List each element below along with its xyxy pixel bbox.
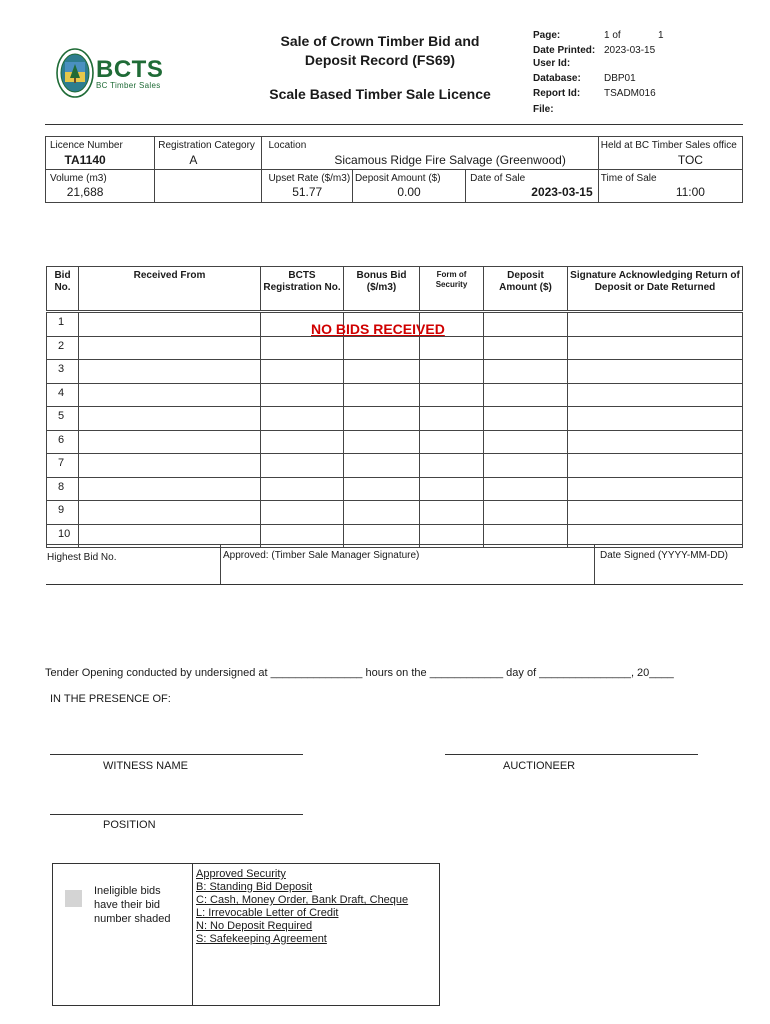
form-title-line2: Deposit Record (FS69) — [304, 52, 456, 68]
signature-header-line2: Deposit or Date Returned — [594, 282, 716, 293]
bcts-registration-cell[interactable] — [261, 407, 344, 431]
form-of-security-cell[interactable] — [420, 360, 484, 384]
deposit-amount-cell[interactable] — [484, 313, 568, 337]
bid-number-cell — [47, 454, 79, 478]
report-id-label: Report Id: — [533, 88, 581, 99]
received-from-cell[interactable] — [79, 407, 261, 431]
held-at-label: Held at BC Timber Sales office — [600, 140, 737, 151]
signature-cell[interactable] — [568, 313, 743, 337]
shaded-note-line1: Ineligible bids — [94, 885, 161, 897]
received-from-cell[interactable] — [79, 501, 261, 525]
held-at-value: TOC — [677, 153, 703, 167]
bid-no-header — [47, 267, 79, 311]
held-at-cell — [598, 137, 742, 170]
bid-row — [47, 477, 743, 501]
received-from-cell[interactable] — [79, 383, 261, 407]
deposit-amount-cell[interactable] — [484, 430, 568, 454]
deposit-amount-cell[interactable] — [484, 477, 568, 501]
security-code-item: S: Safekeeping Agreement — [196, 933, 327, 945]
shaded-note — [94, 884, 170, 926]
deposit-amount-value: 0.00 — [397, 185, 421, 199]
security-codes-list — [196, 868, 408, 946]
form-of-security-cell[interactable] — [420, 336, 484, 360]
bid-number: 8 — [58, 480, 65, 493]
security-code-item: N: No Deposit Required — [196, 920, 313, 932]
registration-category-label: Registration Category — [158, 140, 255, 151]
page-number: 1 of — [604, 30, 621, 41]
tender-opening-text: Tender Opening conducted by undersigned at _______________ hours on the ____________ day of _______________, 20____ — [45, 667, 674, 679]
date-of-sale-cell — [466, 170, 599, 203]
received-from-cell[interactable] — [79, 430, 261, 454]
deposit-amount-cell — [352, 170, 465, 203]
bid-number-cell — [47, 430, 79, 454]
bid-number-cell — [47, 313, 79, 337]
deposit-amount-cell[interactable] — [484, 501, 568, 525]
deposit-amount-cell[interactable] — [484, 407, 568, 431]
signature-cell[interactable] — [568, 383, 743, 407]
registration-category-value: A — [189, 153, 198, 167]
bcts-registration-cell[interactable] — [261, 454, 344, 478]
deposit-amount-cell[interactable] — [484, 336, 568, 360]
bonus-header-line2: ($/m3) — [366, 282, 397, 293]
bid-row — [47, 430, 743, 454]
time-of-sale-value: 11:00 — [675, 185, 705, 199]
shaded-note-line3: number shaded — [94, 913, 171, 925]
received-from-header-text: Received From — [133, 270, 206, 281]
bcts-registration-header — [261, 267, 344, 311]
report-id-value: TSADM016 — [604, 88, 656, 99]
bcts-registration-cell[interactable] — [261, 501, 344, 525]
bcts-registration-cell[interactable] — [261, 360, 344, 384]
bonus-header-line1: Bonus Bid — [356, 270, 407, 281]
bid-no-header-line2: No. — [54, 282, 71, 293]
bonus-bid-cell[interactable] — [344, 430, 420, 454]
location-label: Location — [268, 140, 307, 151]
time-of-sale-cell — [598, 170, 742, 203]
form-header-line2: Security — [435, 280, 468, 289]
bid-number: 1 — [58, 316, 65, 328]
licence-number-cell — [46, 137, 155, 170]
form-of-security-cell[interactable] — [420, 454, 484, 478]
bid-number: 9 — [58, 504, 65, 516]
form-of-security-cell[interactable] — [420, 407, 484, 431]
upset-rate-cell — [262, 170, 353, 203]
bonus-bid-cell[interactable] — [344, 454, 420, 478]
form-of-security-cell[interactable] — [420, 383, 484, 407]
form-subtitle: Scale Based Timber Sale Licence — [269, 86, 491, 102]
bid-number-cell — [47, 407, 79, 431]
shaded-note-line2: have their bid — [94, 899, 161, 911]
form-title-line1: Sale of Crown Timber Bid and — [280, 33, 480, 49]
deposit-header-line1: Deposit — [507, 270, 544, 281]
location-value: Sicamous Ridge Fire Salvage (Greenwood) — [334, 153, 566, 167]
bid-number-cell — [47, 383, 79, 407]
bid-row — [47, 454, 743, 478]
approval-bottom-line — [46, 584, 743, 585]
bcts-logo-subtitle: BC Timber Sales — [96, 81, 161, 90]
upset-rate-value: 51.77 — [292, 185, 323, 199]
bonus-bid-cell[interactable] — [344, 501, 420, 525]
deposit-header-line2: Amount ($) — [499, 282, 552, 293]
bid-number: 4 — [58, 386, 65, 399]
bid-row — [47, 336, 743, 360]
licence-number-value: TA1140 — [64, 153, 106, 167]
database-value: DBP01 — [604, 73, 636, 84]
date-signed-label: Date Signed (YYYY-MM-DD) — [600, 550, 729, 561]
volume-cell — [46, 170, 155, 203]
received-from-cell[interactable] — [79, 360, 261, 384]
received-from-cell[interactable] — [79, 454, 261, 478]
form-header-line1: Form of — [436, 270, 467, 279]
page-label: Page: — [533, 30, 561, 41]
witness-signature-line[interactable] — [50, 754, 303, 755]
time-of-sale-label: Time of Sale — [600, 173, 657, 184]
bcts-registration-cell[interactable] — [261, 430, 344, 454]
database-label: Database: — [533, 73, 581, 84]
bid-number-cell — [47, 477, 79, 501]
received-from-cell[interactable] — [79, 313, 261, 337]
form-of-security-cell[interactable] — [420, 501, 484, 525]
bid-number: 5 — [58, 410, 65, 422]
header-divider — [45, 124, 743, 125]
form-of-security-cell[interactable] — [420, 477, 484, 501]
signature-cell[interactable] — [568, 407, 743, 431]
bid-row — [47, 501, 743, 525]
position-line[interactable] — [50, 814, 303, 815]
date-printed-label: Date Printed: — [533, 45, 596, 56]
approved-signature-cell[interactable] — [221, 545, 595, 585]
date-of-sale-label: Date of Sale — [470, 173, 526, 184]
highest-bid-cell[interactable] — [46, 545, 221, 585]
signature-header-line1: Signature Acknowledging Return of — [570, 270, 740, 281]
bonus-bid-cell[interactable] — [344, 383, 420, 407]
shaded-swatch — [65, 890, 82, 907]
registration-category-cell — [155, 137, 262, 170]
bid-number-cell — [47, 360, 79, 384]
legend-box — [52, 863, 440, 1006]
page-total: 1 — [658, 30, 664, 41]
deposit-amount-cell[interactable] — [484, 360, 568, 384]
bids-table — [46, 266, 743, 548]
volume-value: 21,688 — [66, 185, 104, 199]
bcts-registration-cell[interactable] — [261, 383, 344, 407]
deposit-amount-header — [484, 267, 568, 311]
bcts-header-line1: BCTS — [288, 270, 316, 281]
signature-cell[interactable] — [568, 454, 743, 478]
bid-number: 3 — [58, 363, 65, 375]
location-cell — [262, 137, 598, 170]
approved-signature-label: Approved: (Timber Sale Manager Signature) — [223, 550, 420, 561]
received-from-cell[interactable] — [79, 477, 261, 501]
volume-label: Volume (m3) — [50, 173, 107, 184]
witness-name-label: WITNESS NAME — [103, 760, 188, 772]
signature-header — [568, 267, 743, 311]
deposit-amount-cell[interactable] — [484, 454, 568, 478]
signature-cell[interactable] — [568, 430, 743, 454]
bids-header-row — [47, 267, 743, 311]
auctioneer-signature-line[interactable] — [445, 754, 698, 755]
bcts-registration-cell[interactable] — [261, 336, 344, 360]
bid-row — [47, 407, 743, 431]
bid-number: 10 — [58, 527, 71, 540]
bcts-logo-text: BCTS — [96, 56, 164, 83]
bonus-bid-header — [344, 267, 420, 311]
licence-info-table — [45, 136, 743, 203]
bid-number: 6 — [58, 433, 65, 446]
upset-rate-label: Upset Rate ($/m3) — [268, 173, 351, 184]
bcts-header-line2: Registration No. — [263, 282, 341, 293]
user-id-label: User Id: — [533, 58, 571, 69]
presence-label: IN THE PRESENCE OF: — [50, 693, 171, 705]
signature-cell[interactable] — [568, 336, 743, 360]
signature-cell[interactable] — [568, 360, 743, 384]
signature-cell[interactable] — [568, 501, 743, 525]
bonus-bid-cell[interactable] — [344, 360, 420, 384]
bid-number-cell — [47, 336, 79, 360]
bcts-registration-cell[interactable] — [261, 477, 344, 501]
security-code-item: C: Cash, Money Order, Bank Draft, Cheque — [196, 894, 409, 906]
bonus-bid-cell[interactable] — [344, 477, 420, 501]
file-label: File: — [533, 104, 554, 115]
signature-cell[interactable] — [568, 477, 743, 501]
date-signed-cell[interactable] — [595, 545, 744, 585]
security-code-item: B: Standing Bid Deposit — [196, 881, 313, 893]
bid-number-cell — [47, 501, 79, 525]
empty-cell — [155, 170, 262, 203]
highest-bid-label: Highest Bid No. — [47, 552, 117, 563]
date-printed-value: 2023-03-15 — [604, 45, 656, 56]
security-code-item: L: Irrevocable Letter of Credit — [196, 907, 339, 919]
form-of-security-header — [420, 267, 484, 311]
bcts-seal-logo — [56, 48, 94, 98]
received-from-cell[interactable] — [79, 336, 261, 360]
bid-row — [47, 360, 743, 384]
bid-number: 7 — [58, 457, 65, 469]
no-bids-received-message: NO BIDS RECEIVED — [311, 321, 445, 337]
received-from-header — [79, 267, 261, 311]
auctioneer-label: AUCTIONEER — [503, 760, 576, 772]
bonus-bid-cell[interactable] — [344, 407, 420, 431]
licence-number-label: Licence Number — [50, 140, 123, 151]
security-code-item: Approved Security — [196, 868, 286, 880]
position-label: POSITION — [103, 819, 156, 831]
deposit-amount-label: Deposit Amount ($) — [354, 173, 441, 184]
bonus-bid-cell[interactable] — [344, 336, 420, 360]
date-of-sale-value: 2023-03-15 — [531, 185, 593, 199]
bid-row — [47, 383, 743, 407]
bid-no-header-line1: Bid — [54, 270, 71, 281]
bid-rows — [47, 313, 743, 548]
bid-number: 2 — [58, 339, 65, 352]
form-of-security-cell[interactable] — [420, 430, 484, 454]
approval-table — [46, 544, 743, 585]
deposit-amount-cell[interactable] — [484, 383, 568, 407]
legend-divider — [192, 864, 193, 1005]
